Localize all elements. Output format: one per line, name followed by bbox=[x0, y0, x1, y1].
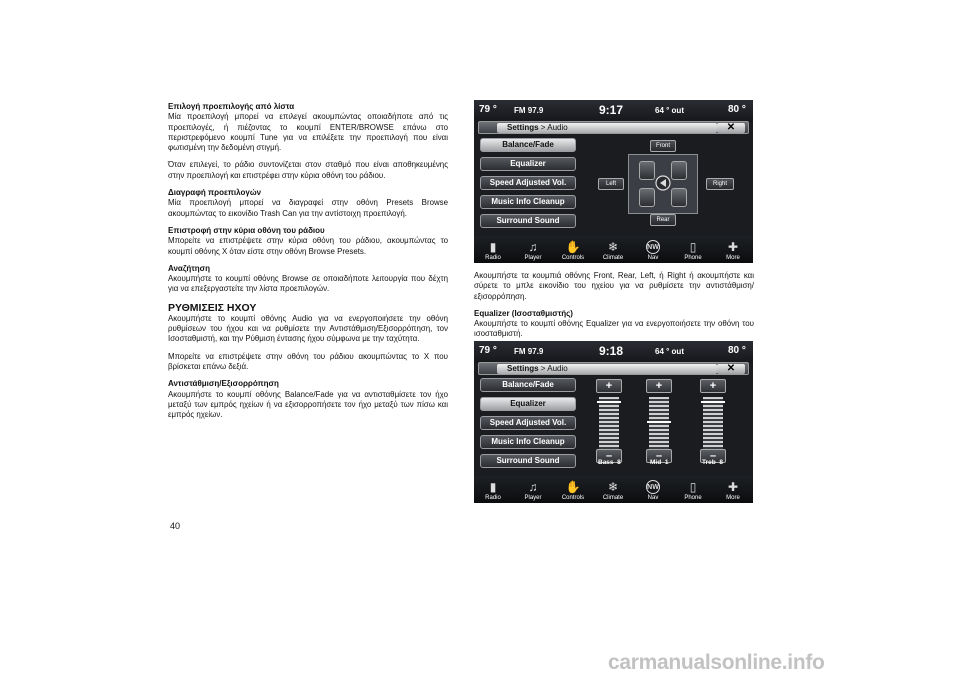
slider-marker bbox=[597, 401, 621, 403]
nav-player[interactable] bbox=[514, 240, 552, 261]
controls-icon: ✋ bbox=[565, 480, 581, 494]
treble-track[interactable] bbox=[703, 397, 723, 449]
nav-label: Player bbox=[524, 255, 542, 261]
plus-icon: ✚ bbox=[727, 480, 739, 494]
page-number: 40 bbox=[170, 521, 181, 531]
close-button[interactable]: ✕ bbox=[717, 364, 745, 374]
nav-phone[interactable] bbox=[674, 480, 712, 501]
player-icon: ♫ bbox=[528, 240, 538, 254]
menu-surround-sound[interactable]: Surround Sound bbox=[480, 214, 576, 228]
compass-icon: NW bbox=[646, 480, 660, 494]
seat-icon bbox=[639, 161, 655, 180]
nav-label: Radio bbox=[485, 255, 501, 261]
bass-plus-button[interactable]: + bbox=[596, 379, 622, 393]
paragraph: Μία προεπιλογή μπορεί να επιλεγεί ακουμπώντας οποιαδήποτε από τις προεπιλογές, ή πιέζοντας το κουμπί ENTER/BROWSE επάνω στο περιστρεφόμενο κουμπί Tune για να επιλέξετε την προεπιλογή που είναι φωτισμένη την δεδομένη στιγμή. bbox=[168, 112, 448, 153]
phone-icon: ▯ bbox=[689, 240, 697, 254]
mid-minus-button[interactable]: – bbox=[646, 449, 672, 463]
clock: 9:17 bbox=[599, 103, 624, 117]
nav-label: Climate bbox=[602, 495, 624, 501]
front-button[interactable]: Front bbox=[650, 140, 676, 152]
breadcrumb-bar bbox=[478, 121, 749, 134]
breadcrumb bbox=[497, 123, 717, 133]
radio-icon: ▮ bbox=[489, 480, 497, 494]
player-icon: ♫ bbox=[528, 480, 538, 494]
menu-surround-sound[interactable]: Surround Sound bbox=[480, 454, 576, 468]
speaker-icon[interactable] bbox=[655, 175, 671, 191]
mid-slider[interactable] bbox=[646, 379, 672, 469]
bass-slider[interactable] bbox=[596, 379, 622, 469]
nav-climate[interactable] bbox=[594, 240, 632, 261]
compass-icon: NW bbox=[646, 240, 660, 254]
radio-station[interactable]: FM 97.9 bbox=[514, 106, 544, 115]
menu-equalizer[interactable]: Equalizer bbox=[480, 397, 576, 411]
treble-value: 8 bbox=[719, 459, 723, 466]
nav-radio[interactable] bbox=[474, 240, 512, 261]
nav-phone[interactable] bbox=[674, 240, 712, 261]
seat-icon bbox=[639, 188, 655, 207]
breadcrumb-audio: > Audio bbox=[540, 123, 568, 132]
nav-bar bbox=[474, 236, 753, 263]
watermark: carmanualsonline.info bbox=[608, 651, 825, 674]
mid-label: Mid 1 bbox=[650, 459, 669, 466]
bass-label: Bass 8 bbox=[598, 459, 621, 466]
nav-label: More bbox=[726, 255, 740, 261]
audio-menu bbox=[480, 138, 576, 233]
treble-minus-button[interactable]: – bbox=[700, 449, 726, 463]
radio-station[interactable]: FM 97.9 bbox=[514, 347, 544, 356]
plus-icon: ✚ bbox=[727, 240, 739, 254]
bass-track[interactable] bbox=[599, 397, 619, 449]
seat-icon bbox=[671, 188, 687, 207]
driver-temp[interactable]: 79 ° bbox=[479, 345, 497, 356]
mid-value: 1 bbox=[664, 459, 669, 466]
passenger-temp[interactable]: 80 ° bbox=[728, 104, 746, 115]
slider-marker bbox=[647, 421, 671, 423]
cabin-diagram bbox=[628, 154, 698, 214]
breadcrumb-bar bbox=[478, 362, 749, 375]
nav-label: More bbox=[726, 495, 740, 501]
treble-label: Treb 8 bbox=[702, 459, 723, 466]
heading-select-preset: Επιλογή προεπιλογής από λίστα bbox=[168, 102, 295, 111]
bass-minus-button[interactable]: – bbox=[596, 449, 622, 463]
paragraph: Ακουμπήστε τα κουμπιά οθόνης Front, Rear, Left, ή Right ή ακουμπήστε και σύρετε το μπλε εικονίδιο του ηχείου για να ρυθμίσετε την αντιστάθμιση/εξισορρόπηση. bbox=[474, 271, 754, 301]
breadcrumb-audio: > Audio bbox=[540, 364, 568, 373]
right-column bbox=[474, 271, 754, 347]
nav-label: Controls bbox=[561, 255, 585, 261]
nav-label: Player bbox=[524, 495, 542, 501]
nav-label: Nav bbox=[647, 255, 659, 261]
close-button[interactable]: ✕ bbox=[717, 123, 745, 133]
nav-more[interactable] bbox=[714, 240, 752, 261]
phone-icon: ▯ bbox=[689, 480, 697, 494]
screen-balance-fade bbox=[474, 100, 753, 263]
paragraph: Μία προεπιλογή μπορεί να διαγραφεί στην οθόνη Presets Browse ακουμπώντας το εικονίδιο Trash Can για την αντίστοιχη προεπιλογή. bbox=[168, 198, 448, 218]
paragraph: Μπορείτε να επιστρέψετε στην οθόνη του ράδιου ακουμπώντας το X που βρίσκεται επάνω δεξιά. bbox=[168, 351, 448, 371]
paragraph: Μπορείτε να επιστρέψετε στην κύρια οθόνη του ράδιου, ακουμπώντας το κουμπί οθόνης X όταν είστε στην οθόνη Browse Presets. bbox=[168, 236, 448, 256]
mid-plus-button[interactable]: + bbox=[646, 379, 672, 393]
audio-menu bbox=[480, 378, 576, 473]
treble-plus-button[interactable]: + bbox=[700, 379, 726, 393]
status-bar bbox=[474, 341, 753, 363]
screen-equalizer bbox=[474, 341, 753, 503]
left-column bbox=[168, 102, 448, 427]
bass-value: 8 bbox=[617, 459, 621, 466]
rear-button[interactable]: Rear bbox=[650, 214, 676, 226]
left-button[interactable]: Left bbox=[598, 178, 624, 190]
paragraph: Ακουμπήστε το κουμπί οθόνης Equalizer για να ενεργοποιήσετε την οθόνη του ισοσταθμιστή. bbox=[474, 319, 754, 339]
clock: 9:18 bbox=[599, 344, 624, 358]
outside-temp: 64 ° out bbox=[655, 106, 684, 115]
section-title-audio-settings: ΡΥΘΜΙΣΕΙΣ ΗΧΟΥ bbox=[168, 301, 257, 314]
treble-slider[interactable] bbox=[700, 379, 726, 469]
nav-controls[interactable] bbox=[554, 240, 592, 261]
nav-radio[interactable] bbox=[474, 480, 512, 501]
paragraph: Ακουμπήστε το κουμπί οθόνης Browse σε οποιαδήποτε λειτουργία που δέχτη για να επεξεργαστείτε την λίστα προεπιλογών. bbox=[168, 274, 448, 294]
paragraph: Όταν επιλεγεί, το ράδιο συντονίζεται στον σταθμό που είναι αποθηκευμένης στην προεπιλογή και επιστρέφει στην κύρια οθόνη του ράδιου. bbox=[168, 160, 448, 180]
driver-temp[interactable]: 79 ° bbox=[479, 104, 497, 115]
nav-nav[interactable] bbox=[634, 240, 672, 261]
nav-player[interactable] bbox=[514, 480, 552, 501]
nav-label: Radio bbox=[485, 495, 501, 501]
breadcrumb-settings[interactable]: Settings bbox=[507, 123, 539, 132]
heading-equalizer: Equalizer (Ισοσταθμιστής) bbox=[474, 308, 573, 318]
menu-balance-fade[interactable]: Balance/Fade bbox=[480, 138, 576, 152]
paragraph: Ακουμπήστε το κουμπί οθόνης Audio για να ενεργοποιήσετε την οθόνη ρυθμίσεων του ήχου και να ρυθμίσετε την Αντιστάθμιση/Εξισορρόπηση, τον Ισοσταθμιστή, και την Ρύθμιση έντασης ήχου σύμφωνα με την ταχύτητα. bbox=[168, 313, 448, 344]
seat-icon bbox=[671, 161, 687, 180]
slider-marker bbox=[701, 401, 725, 403]
heading-browse: Αναζήτηση bbox=[168, 263, 211, 273]
nav-more[interactable] bbox=[714, 480, 752, 501]
breadcrumb-settings[interactable]: Settings bbox=[507, 364, 539, 373]
nav-controls[interactable] bbox=[554, 480, 592, 501]
breadcrumb bbox=[497, 364, 717, 374]
menu-speed-adjusted-vol[interactable]: Speed Adjusted Vol. bbox=[480, 176, 576, 190]
menu-equalizer[interactable]: Equalizer bbox=[480, 157, 576, 171]
nav-label: Nav bbox=[647, 495, 659, 501]
menu-speed-adjusted-vol[interactable]: Speed Adjusted Vol. bbox=[480, 416, 576, 430]
nav-label: Controls bbox=[561, 495, 585, 501]
balance-fade-panel bbox=[598, 140, 738, 224]
mid-track[interactable] bbox=[649, 397, 669, 449]
nav-climate[interactable] bbox=[594, 480, 632, 501]
heading-balance-fade: Αντιστάθμιση/Εξισορρόπηση bbox=[168, 379, 279, 389]
nav-nav[interactable] bbox=[634, 480, 672, 501]
controls-icon: ✋ bbox=[565, 240, 581, 254]
climate-icon: ❄ bbox=[607, 480, 619, 494]
paragraph: Ακουμπήστε το κουμπί οθόνης Balance/Fade για να αντισταθμίσετε τον ήχο μεταξύ των εμπρός ηχείων ή να εξισορροπήσετε τον ήχο μεταξύ των πίσω και εμπρός ηχείων. bbox=[168, 389, 448, 420]
nav-label: Phone bbox=[684, 255, 702, 261]
nav-label: Climate bbox=[602, 255, 624, 261]
heading-delete-presets: Διαγραφή προεπιλογών bbox=[168, 188, 262, 198]
menu-balance-fade[interactable]: Balance/Fade bbox=[480, 378, 576, 392]
outside-temp: 64 ° out bbox=[655, 347, 684, 356]
menu-music-info-cleanup[interactable]: Music Info Cleanup bbox=[480, 195, 576, 209]
passenger-temp[interactable]: 80 ° bbox=[728, 345, 746, 356]
right-button[interactable]: Right bbox=[706, 178, 734, 190]
heading-return-main: Επιστροφή στην κύρια οθόνη του ράδιου bbox=[168, 225, 325, 235]
radio-icon: ▮ bbox=[489, 240, 497, 254]
nav-label: Phone bbox=[684, 495, 702, 501]
climate-icon: ❄ bbox=[607, 240, 619, 254]
nav-bar bbox=[474, 476, 753, 503]
status-bar bbox=[474, 100, 753, 122]
menu-music-info-cleanup[interactable]: Music Info Cleanup bbox=[480, 435, 576, 449]
